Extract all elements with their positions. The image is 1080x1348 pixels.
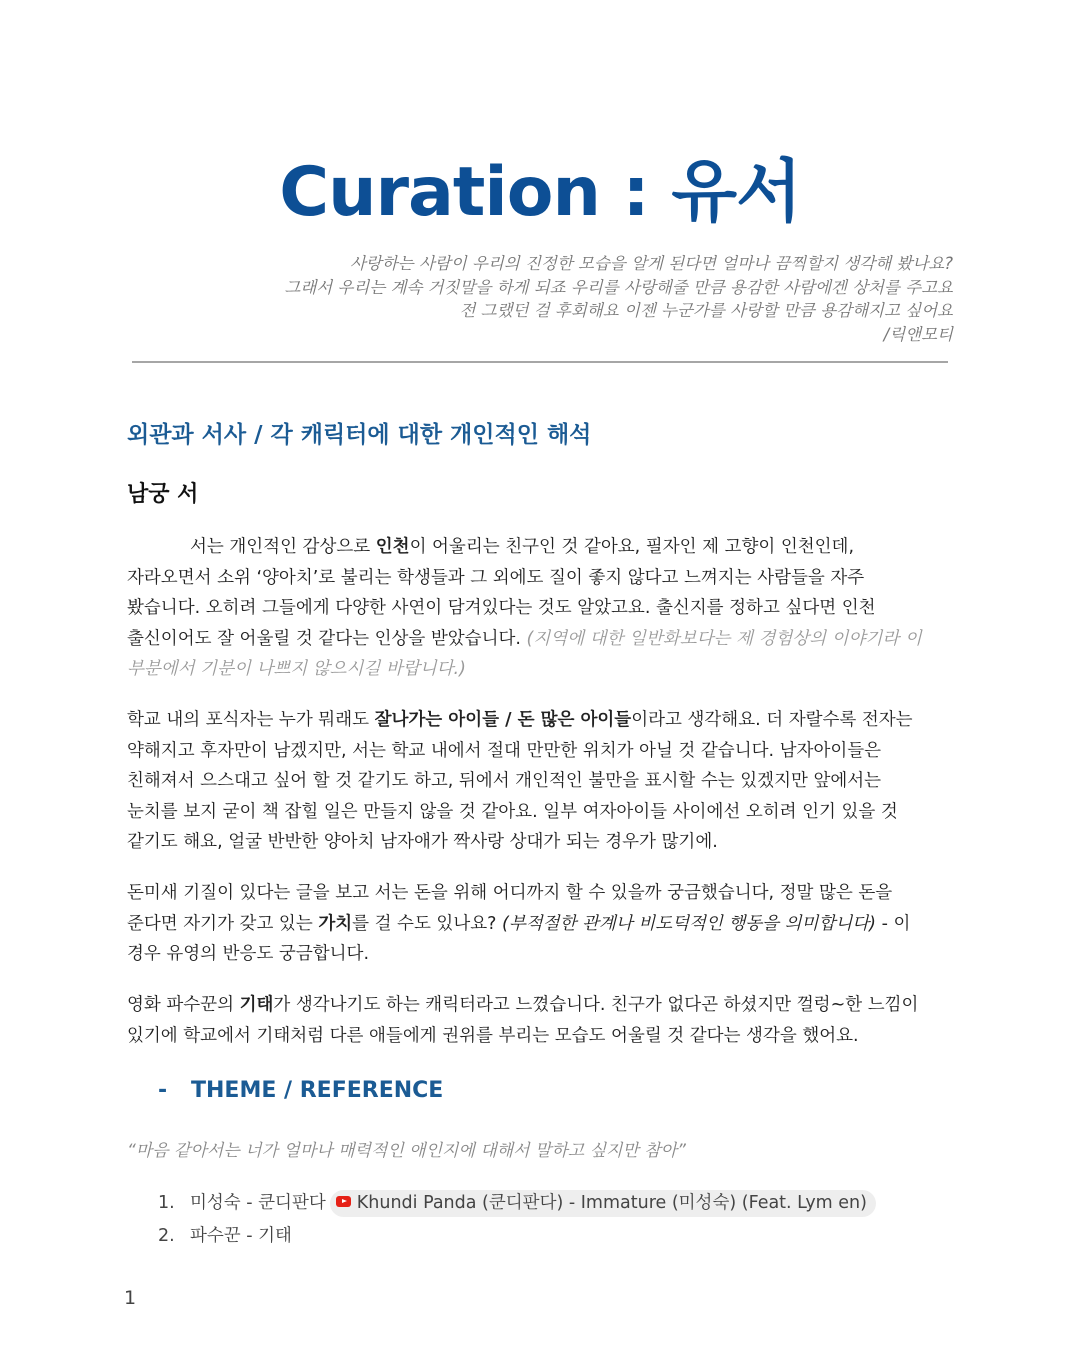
bold-text: 기태 [239, 995, 274, 1015]
list-item-text: 미성숙 - 쿤디판다 [190, 1193, 326, 1213]
list-item [158, 1187, 876, 1220]
paragraph-3 [127, 878, 957, 970]
epigraph-source: /릭앤모티 [883, 324, 953, 344]
paragraph-line: 눈치를 보지 굳이 책 잡힐 일은 만들지 않을 것 같아요. 일부 여자아이들 사이에선 오히려 인기 있을 것 [127, 801, 898, 822]
epigraph-line: 그래서 우리는 계속 거짓말을 하게 되죠 우리를 사랑해줄 만큼 용감한 사람에겐 상처를 주고요 [284, 277, 953, 297]
paragraph-1 [127, 532, 957, 685]
character-name: 남궁 서 [127, 482, 199, 507]
paragraph-line: 같기도 해요, 얼굴 반반한 양아치 남자애가 짝사랑 상대가 되는 경우가 많기에. [127, 832, 718, 852]
paragraph-line: 있기에 학교에서 기태처럼 다른 애들에게 권위를 부리는 모습도 어울릴 것 같다는 생각을 했어요. [127, 1025, 859, 1046]
paragraph-line: 봤습니다. 오히려 그들에게 다양한 사연이 담겨있다는 것도 알았고요. 출신지를 정하고 싶다면 인천 [127, 598, 876, 618]
paragraph-line: 친해져서 으스대고 싶어 할 것 같기도 하고, 뒤에서 개인적인 불만을 표시할 수는 있겠지만 앞에서는 [127, 771, 882, 791]
youtube-link-text: Khundi Panda (쿤디판다) - Immature (미성숙) (Feat. Lym en) [356, 1192, 867, 1213]
page-number: 1 [124, 1287, 137, 1309]
dash-bullet: - [158, 1078, 168, 1103]
theme-quote: “마음 같아서는 너가 얼마나 매력적인 애인지에 대해서 말하고 싶지만 참아” [127, 1141, 686, 1161]
paragraph-line [127, 909, 957, 940]
text: 서는 개인적인 감상으로 [190, 537, 376, 557]
reference-list [158, 1187, 876, 1253]
paragraph-line [127, 532, 957, 563]
paragraph-line: 약해지고 후자만이 남겠지만, 서는 학교 내에서 절대 만만한 위치가 아닐 것 같습니다. 남자아이들은 [127, 740, 882, 761]
text: 가 생각나기도 하는 캐릭터라고 느꼈습니다. 친구가 없다곤 하셨지만 껄렁~한 느낌이 [273, 995, 919, 1015]
theme-heading-text: THEME / REFERENCE [191, 1078, 444, 1103]
aside-note: 부분에서 기분이 나쁘지 않으시길 바랍니다.) [127, 659, 466, 679]
text: 를 걸 수도 있나요? [352, 913, 502, 934]
list-item [158, 1220, 876, 1253]
list-number: 2. [158, 1226, 175, 1246]
list-item-text: 파수꾼 - 기태 [190, 1226, 292, 1246]
paragraph-line: 경우 유영의 반응도 궁금합니다. [127, 944, 370, 964]
paragraph-line: 자라오면서 소위 ‘양아치’로 불리는 학생들과 그 외에도 질이 좋지 않다고 느껴지는 사람들을 자주 [127, 567, 865, 588]
text: 학교 내의 포식자는 누가 뭐래도 [127, 710, 375, 730]
youtube-link-chip[interactable] [330, 1190, 876, 1217]
epigraph-line: 사랑하는 사람이 우리의 진정한 모습을 알게 된다면 얼마나 끔찍할지 생각해 봤나요? [349, 254, 953, 273]
text: 준다면 자기가 갖고 있는 [127, 913, 319, 934]
paragraph-2 [127, 705, 957, 858]
paragraph-4 [127, 990, 957, 1051]
bold-text: 인천 [375, 537, 410, 557]
italic-text: (부적절한 관계나 비도덕적인 행동을 의미합니다) [502, 913, 877, 934]
text: - 이 [876, 913, 911, 934]
paragraph-line [127, 624, 957, 655]
horizontal-divider [132, 361, 948, 363]
theme-heading [158, 1078, 443, 1103]
text: 이라고 생각해요. 더 자랄수록 전자는 [631, 710, 913, 730]
paragraph-line [127, 990, 957, 1021]
youtube-icon [336, 1196, 351, 1207]
section-heading: 외관과 서사 / 각 캐릭터에 대한 개인적인 해석 [127, 422, 592, 448]
paragraph-line [127, 705, 957, 736]
text: 이 어울리는 친구인 것 같아요, 필자인 제 고향이 인천인데, [409, 537, 855, 557]
bold-text: 가치 [318, 913, 353, 934]
epigraph [284, 252, 953, 346]
bold-text: 잘나가는 아이들 / 돈 많은 아이들 [374, 710, 632, 730]
text: 영화 파수꾼의 [127, 995, 240, 1015]
epigraph-line: 전 그랬던 걸 후회해요 이젠 누군가를 사랑할 만큼 용감해지고 싶어요 [459, 301, 953, 320]
paragraph-line: 돈미새 기질이 있다는 글을 보고 서는 돈을 위해 어디까지 할 수 있을까 궁금했습니다, 정말 많은 돈을 [127, 883, 893, 903]
aside-note: (지역에 대한 일반화보다는 제 경험상의 이야기라 이 [526, 628, 922, 649]
list-number: 1. [158, 1193, 175, 1213]
text: 출신이어도 잘 어울릴 것 같다는 인상을 받았습니다. [127, 628, 527, 649]
page-title: Curation : 유서 [279, 153, 801, 232]
